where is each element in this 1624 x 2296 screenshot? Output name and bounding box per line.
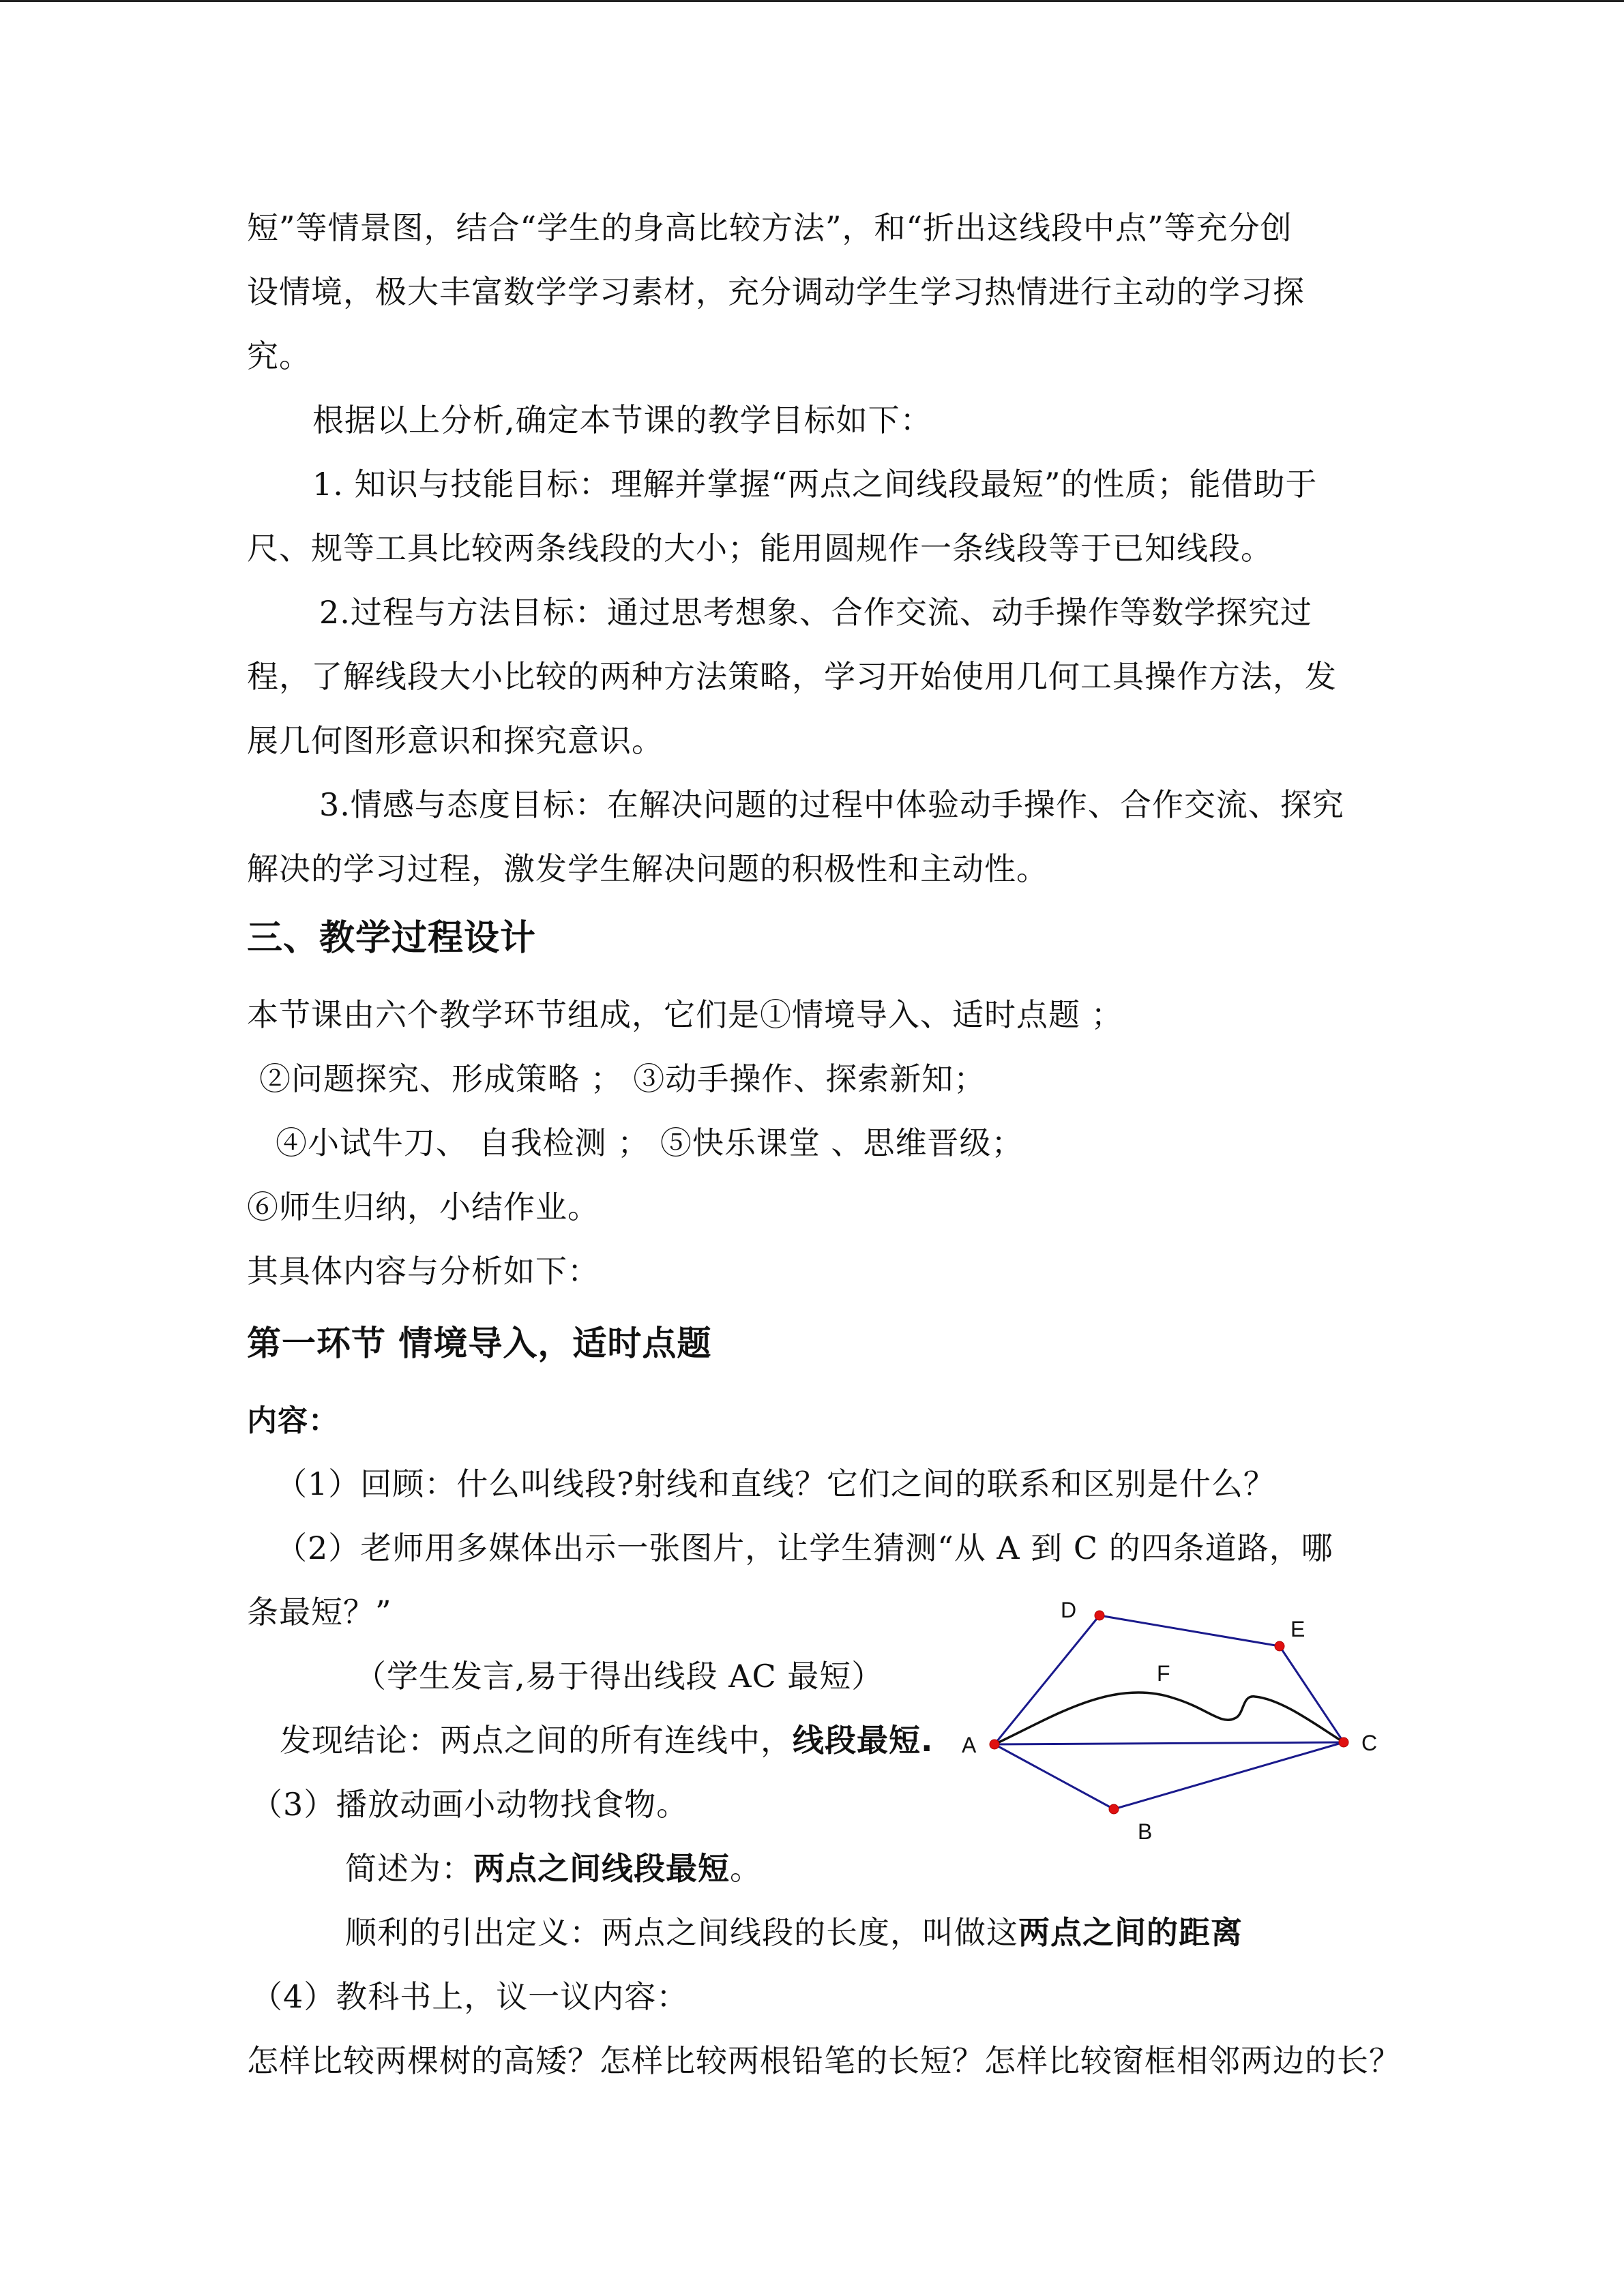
label-A: A — [962, 1733, 977, 1757]
summary-prefix: 简述为： — [345, 1850, 473, 1887]
intro-line-1: 短”等情景图，结合“学生的身高比较方法”，和“折出这线段中点”等充分创 — [247, 209, 1293, 246]
objective-3-line-1: 3.情感与态度目标：在解决问题的过程中体验动手操作、合作交流、探究 — [319, 786, 1344, 823]
content-label: 内容： — [247, 1403, 339, 1438]
objective-2-line-2: 程，了解线段大小比较的两种方法策略，学习开始使用几何工具操作方法，发 — [247, 658, 1337, 695]
objective-2-line-1: 2.过程与方法目标：通过思考想象、合作交流、动手操作等数学探究过 — [319, 594, 1312, 631]
roads-diagram — [948, 1589, 1398, 1848]
label-F: F — [1157, 1661, 1170, 1686]
segment-A-C — [994, 1742, 1344, 1744]
item-2-line-1: （2）老师用多媒体出示一张图片，让学生猜测“从 A 到 C 的四条道路，哪 — [276, 1530, 1333, 1566]
diagram-labels — [962, 1598, 1377, 1844]
summary-suffix: 。 — [730, 1850, 762, 1887]
label-D: D — [1061, 1598, 1077, 1622]
section-3-heading: 三、教学过程设计 — [247, 918, 537, 959]
definition-prefix: 顺利的引出定义：两点之间线段的长度，叫做这 — [345, 1914, 1018, 1951]
section-3-line-1: 本节课由六个教学环节组成，它们是①情境导入、适时点题 ； — [247, 996, 1123, 1033]
summary-bold: 两点之间线段最短 — [473, 1850, 730, 1887]
label-E: E — [1290, 1617, 1305, 1641]
point-B — [1109, 1804, 1119, 1814]
label-C: C — [1361, 1731, 1378, 1755]
page-top-border — [0, 0, 1624, 2]
finding-bold: 线段最短. — [793, 1722, 934, 1759]
section-3-line-2: ②问题探究、形成策略 ； ③动手操作、探索新知； — [259, 1060, 986, 1097]
segment-A-D — [994, 1615, 1099, 1744]
item-3: （3）播放动画小动物找食物。 — [251, 1786, 689, 1823]
point-C — [1339, 1738, 1348, 1747]
segment-B-C — [1114, 1742, 1344, 1809]
segment-E-C — [1280, 1646, 1344, 1742]
segment-A-B — [994, 1744, 1114, 1809]
diagram-lines — [994, 1615, 1344, 1809]
curve-A-F-C — [994, 1693, 1344, 1744]
point-E — [1275, 1641, 1284, 1651]
point-A — [990, 1740, 999, 1749]
questions-line: 怎样比较两棵树的高矮？怎样比较两根铅笔的长短？怎样比较窗框相邻两边的长？ — [247, 2042, 1401, 2079]
section-3-line-3: ④小试牛刀、 自我检测 ； ⑤快乐课堂 、思维晋级； — [276, 1124, 1024, 1161]
finding-prefix: 发现结论：两点之间的所有连线中， — [280, 1722, 793, 1759]
objectives-lead: 根据以上分析,确定本节课的教学目标如下： — [312, 402, 932, 438]
intro-line-3: 究。 — [247, 338, 311, 374]
definition-bold: 两点之间的距离 — [1018, 1914, 1243, 1951]
finding-line — [280, 1720, 933, 1761]
section-3-line-5: 其具体内容与分析如下： — [247, 1253, 600, 1289]
definition-line — [345, 1912, 1243, 1953]
item-2-line-2: 条最短？” — [247, 1594, 392, 1630]
summary-line — [345, 1848, 762, 1889]
segment-D-E — [1099, 1615, 1280, 1646]
intro-line-2: 设情境，极大丰富数学学习素材，充分调动学生学习热情进行主动的学习探 — [247, 273, 1305, 310]
objective-2-line-3: 展几何图形意识和探究意识。 — [247, 722, 664, 759]
point-D — [1095, 1611, 1104, 1620]
objective-1-line-1: 1. 知识与技能目标：理解并掌握“两点之间线段最短”的性质；能借助于 — [312, 466, 1318, 503]
objective-3-line-2: 解决的学习过程，激发学生解决问题的积极性和主动性。 — [247, 850, 1048, 887]
label-B: B — [1138, 1819, 1153, 1844]
section-3-line-4: ⑥师生归纳，小结作业。 — [247, 1189, 600, 1225]
objective-1-line-2: 尺、规等工具比较两条线段的大小；能用圆规作一条线段等于已知线段。 — [247, 530, 1273, 567]
item-4: （4）教科书上，议一议内容： — [251, 1978, 689, 2015]
student-note: （学生发言,易于得出线段 AC 最短） — [355, 1658, 884, 1695]
part-1-heading: 第一环节 情境导入，适时点题 — [247, 1324, 712, 1363]
item-1: （1）回顾：什么叫线段?射线和直线？它们之间的联系和区别是什么？ — [276, 1465, 1275, 1502]
